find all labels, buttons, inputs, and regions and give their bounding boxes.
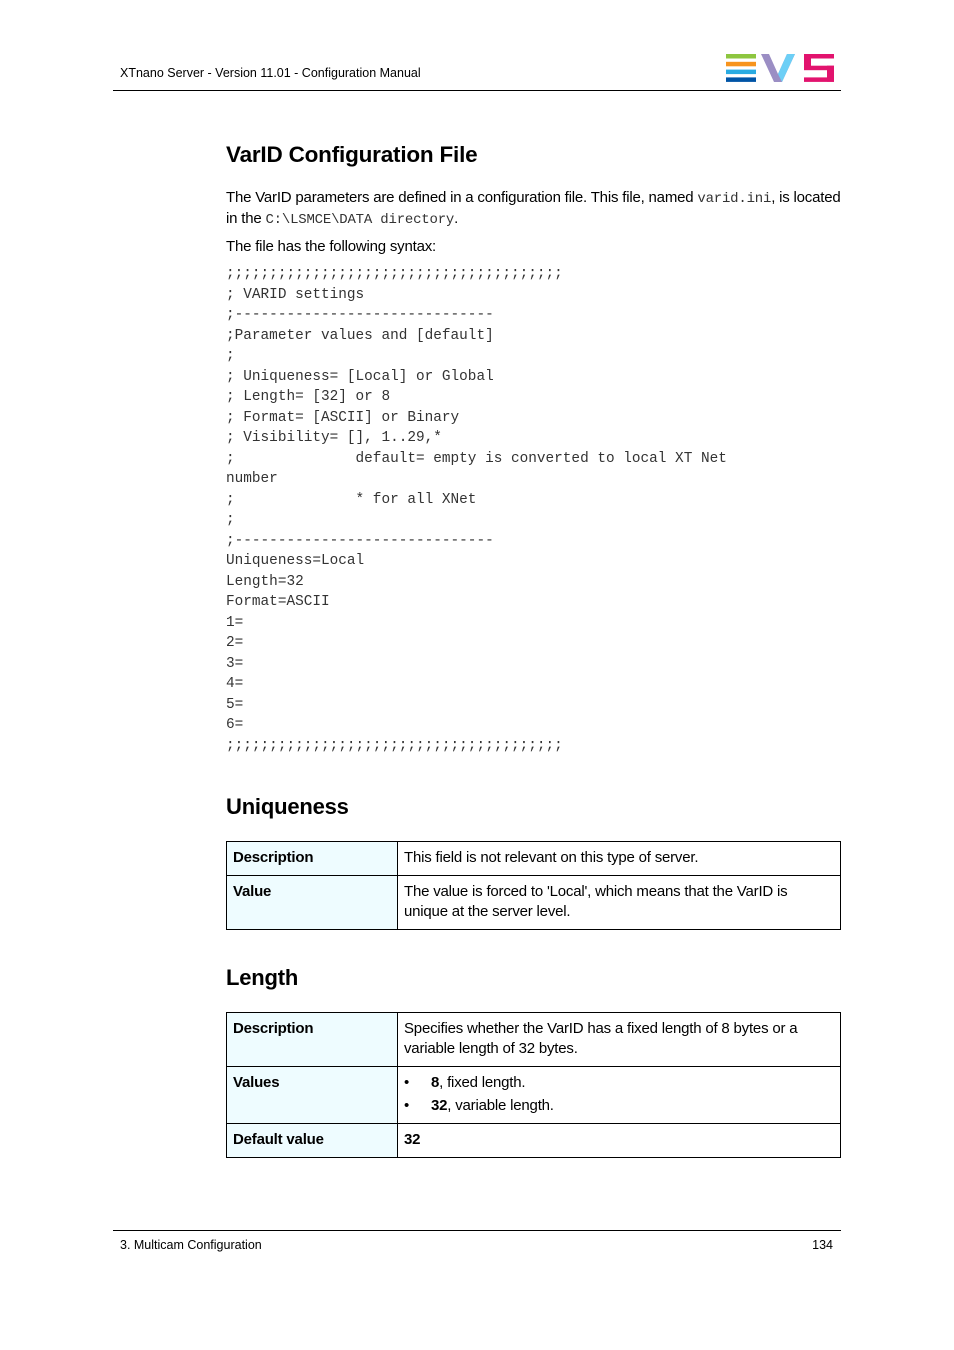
code-line: 3= (226, 655, 244, 672)
code-line: 4= (226, 676, 244, 692)
code-line: ;Parameter values and [default] (226, 327, 494, 344)
syntax-label: The file has the following syntax: (226, 238, 436, 255)
section-title-varid-configuration-file: VarID Configuration File (226, 142, 478, 167)
length-table (226, 1012, 841, 1158)
code-line: ; Uniqueness= [Local] or Global (226, 368, 494, 385)
code-line: ; Format= [ASCII] or Binary (226, 409, 460, 426)
table-value: Specifies whether the VarID has a fixed length of 8 bytes or a variable length of 32 bytes. (398, 1013, 841, 1067)
footer-chapter: 3. Multicam Configuration (120, 1238, 262, 1252)
section-title-uniqueness: Uniqueness (226, 794, 349, 819)
header-rule (113, 90, 841, 91)
code-line: ; VARID settings (226, 286, 365, 303)
intro-text: . (454, 210, 459, 227)
intro-text: The VarID parameters are defined in a configuration file. This file, named (226, 189, 698, 206)
footer-page-number: 134 (812, 1238, 833, 1252)
value-text: , variable length. (447, 1097, 554, 1114)
section-title-length: Length (226, 965, 299, 990)
code-line: 1= (226, 614, 244, 631)
table-row (227, 1067, 841, 1124)
code-line: ;------------------------------ (226, 532, 494, 549)
code-line: number (226, 471, 278, 487)
running-header-title: XTnano Server - Version 11.01 - Configuration Manual (120, 66, 421, 80)
intro-paragraph (226, 188, 846, 230)
code-line: ; default= empty is converted to local XT Net (226, 450, 727, 467)
code-line: Length=32 (226, 573, 304, 590)
code-line: ;------------------------------ (226, 307, 494, 323)
code-line: ; (226, 348, 235, 364)
intro-text: , is located in the (226, 189, 841, 227)
code-line: 6= (226, 717, 244, 733)
uniqueness-table (226, 841, 841, 930)
table-row (227, 842, 841, 876)
table-value: 32 (398, 1124, 841, 1158)
code-line: 5= (226, 696, 244, 713)
table-key: Value (227, 876, 398, 930)
table-row (227, 1013, 841, 1067)
config-file-code-block (226, 264, 836, 756)
code-line: 2= (226, 635, 244, 651)
table-value: This field is not relevant on this type of server. (398, 842, 841, 876)
value-number: 32 (431, 1097, 448, 1114)
code-line: ; Length= [32] or 8 (226, 389, 391, 405)
table-value (398, 1067, 841, 1124)
value-text: , fixed length. (439, 1074, 526, 1091)
code-line: ; (226, 512, 235, 528)
bullet-icon: • (404, 1097, 410, 1114)
code-line: ;;;;;;;;;;;;;;;;;;;;;;;;;;;;;;;;;;;;;;; (226, 266, 563, 282)
evs-logo (726, 54, 834, 82)
code-line: Uniqueness=Local (226, 553, 365, 569)
code-line: ; Visibility= [], 1..29,* (226, 430, 442, 446)
directory-path: C:\LSMCE\DATA directory (265, 212, 455, 228)
table-value: The value is forced to 'Local', which means that the VarID is unique at the server level. (398, 876, 841, 930)
code-line: ; * for all XNet (226, 491, 477, 508)
table-key: Default value (227, 1124, 398, 1158)
bullet-icon: • (404, 1074, 410, 1091)
table-row (227, 876, 841, 930)
value-number: 8 (431, 1074, 440, 1091)
table-key: Values (227, 1067, 398, 1124)
file-name: varid.ini (697, 191, 772, 207)
code-line: Format=ASCII (226, 594, 330, 610)
list-item (404, 1096, 834, 1116)
table-key: Description (227, 1013, 398, 1067)
values-list (404, 1073, 834, 1116)
table-key: Description (227, 842, 398, 876)
list-item (404, 1073, 834, 1093)
footer-rule (113, 1230, 841, 1231)
table-row (227, 1124, 841, 1158)
code-line: ;;;;;;;;;;;;;;;;;;;;;;;;;;;;;;;;;;;;;;; (226, 737, 563, 754)
